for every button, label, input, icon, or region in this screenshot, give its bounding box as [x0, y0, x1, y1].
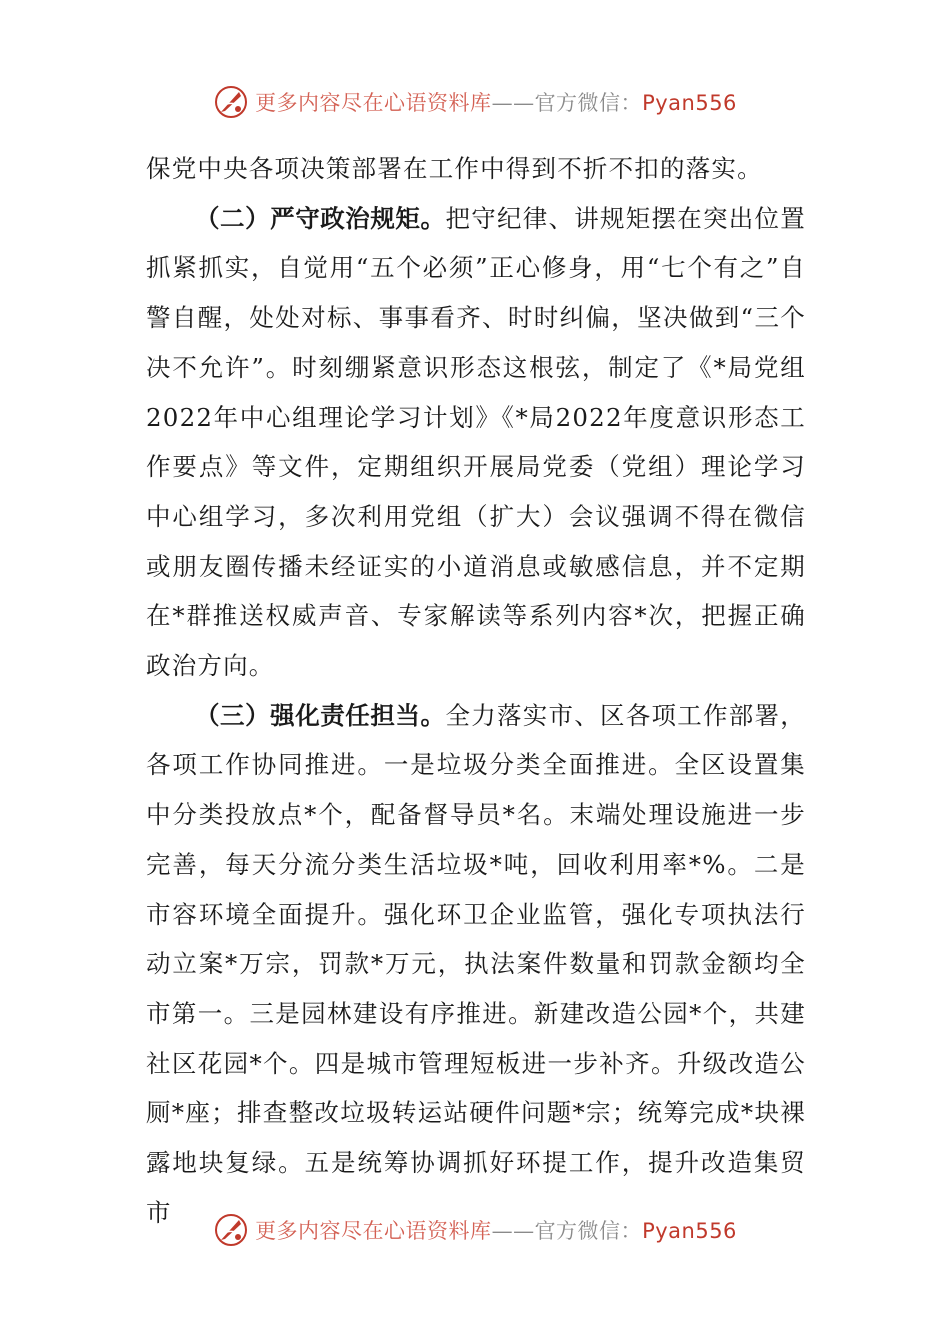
quill-logo-icon	[213, 1212, 249, 1248]
paragraph-text: 保党中央各项决策部署在工作中得到不折不扣的落实。	[146, 154, 763, 183]
header-watermark-banner	[0, 80, 950, 124]
watermark-library-text: 更多内容尽在心语资料库	[255, 1219, 492, 1243]
document-body	[146, 144, 806, 1237]
watermark-wechat-label: 官方微信：	[534, 91, 643, 115]
paragraph-text: 全力落实市、区各项工作部署，各项工作协同推进。一是垃圾分类全面推进。全区设置集中分类投放点*个，配备督导员*名。末端处理设施进一步完善，每天分流分类生活垃圾*吨，回收利用率*%。二是市容环境全面提升。强化环卫企业监管，强化专项执法行动立案*万宗，罚款*万元，执法案件数量和罚款金额均全市第一。三是园林建设有序推进。新建改造公园*个，共建社区花园*个。四是城市管理短板进一步补齐。升级改造公厕*座；排查整改垃圾转运站硬件问题*宗；统筹完成*块裸露地块复绿。五是统筹协调抓好环提工作，提升改造集贸市	[146, 700, 806, 1227]
watermark-wechat-id: Pyan556	[642, 1219, 737, 1243]
watermark-wechat-id: Pyan556	[642, 91, 737, 115]
watermark-library-text: 更多内容尽在心语资料库	[255, 91, 492, 115]
watermark-dash: ——	[491, 91, 535, 115]
watermark-wechat-label: 官方微信：	[534, 1219, 643, 1243]
header-watermark-text	[255, 87, 737, 117]
paragraph-heading: （二）严守政治规矩。	[195, 203, 446, 233]
paragraph-political-rules	[146, 194, 806, 691]
paragraph-responsibility	[146, 691, 806, 1238]
paragraph-continuation	[146, 144, 806, 194]
footer-watermark-text	[255, 1215, 737, 1245]
paragraph-heading: （三）强化责任担当。	[195, 700, 446, 730]
footer-watermark-banner	[0, 1208, 950, 1252]
quill-logo-icon	[213, 84, 249, 120]
watermark-dash: ——	[491, 1219, 535, 1243]
paragraph-text: 把守纪律、讲规矩摆在突出位置抓紧抓实，自觉用“五个必须”正心修身，用“七个有之”自警自醒，处处对标、事事看齐、时时纠偏，坚决做到“三个决不允许”。时刻绷紧意识形态这根弦，制定了《*局党组2022年中心组理论学习计划》《*局2022年度意识形态工作要点》等文件，定期组织开展局党委（党组）理论学习中心组学习，多次利用党组（扩大）会议强调不得在微信或朋友圈传播未经证实的小道消息或敏感信息，并不定期在*群推送权威声音、专家解读等系列内容*次，把握正确政治方向。	[146, 203, 806, 681]
